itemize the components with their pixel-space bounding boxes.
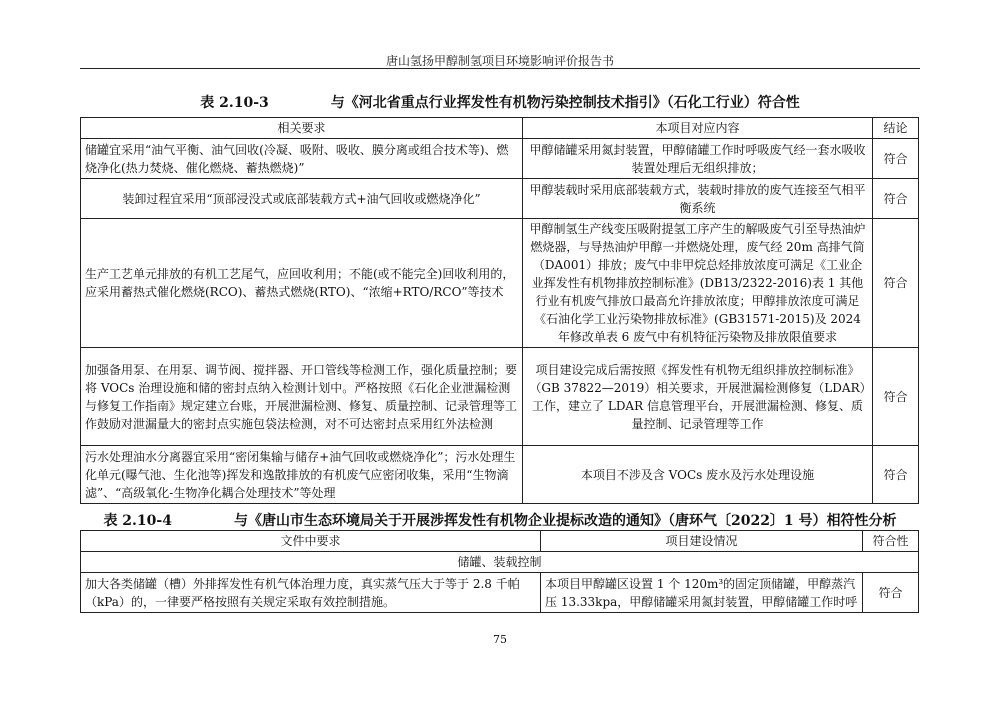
compliance-cell: 符合 [863,573,919,613]
table-row [81,348,919,446]
column-header-content: 本项目对应内容 [523,118,873,139]
requirement-cell: 储罐宜采用“油气平衡、油气回收(冷凝、吸附、吸收、膜分离或组合技术等)、燃烧净化(热力焚烧、催化燃烧、蓄热燃烧)” [81,139,523,179]
table2-caption [80,510,920,530]
compliance-table-2 [80,530,919,613]
content-cell: 项目建设完成后需按照《挥发性有机物无组织排放控制标准》（GB 37822—2019）相关要求，开展泄漏检测修复（LDAR）工作，建立了 LDAR 信息管理平台，开展泄漏检测、修复、质量控制、记录管理等工作 [523,348,873,446]
table1-number: 表 2.10-3 [200,95,269,111]
table-row [81,219,919,348]
section-row [81,552,919,573]
requirement-cell: 加强备用泵、在用泵、调节阀、搅拌器、开口管线等检测工作，强化质量控制；要将 VOCs 治理设施和储的密封点纳入检测计划中。严格按照《石化企业泄漏检测与修复工作指南》规定建立台账，开展泄漏检测、修复、质量控制、记录管理等工作鼓励对泄漏量大的密封点实施包袋法检测，对不可达密封点采用红外法检测 [81,348,523,446]
table2-title: 与《唐山市生态环境局关于开展涉挥发性有机物企业提标改造的通知》（唐环气〔2022〕1 号）相符性分析 [233,513,897,529]
table1-caption [80,92,920,112]
compliance-table-1 [80,117,919,504]
column-header-compliance: 符合性 [863,531,919,552]
table-row [81,573,919,613]
column-header-conclusion: 结论 [873,118,919,139]
table-header-row [81,531,919,552]
content-cell: 甲醇装载时采用底部装载方式，装载时排放的废气连接至气相平衡系统 [523,179,873,219]
conclusion-cell: 符合 [873,348,919,446]
table-row [81,139,919,179]
requirement-cell: 装卸过程宜采用“顶部浸没式或底部装载方式+油气回收或燃烧净化” [81,179,523,219]
status-cell: 本项目甲醇罐区设置 1 个 120m³的固定顶储罐，甲醇蒸汽压 13.33kpa，甲醇储罐采用氮封装置，甲醇储罐工作时呼 [541,573,863,613]
table1-title: 与《河北省重点行业挥发性有机物污染控制技术指引》（石化工行业）符合性 [330,95,800,111]
column-header-requirement: 文件中要求 [81,531,541,552]
column-header-requirement: 相关要求 [81,118,523,139]
conclusion-cell: 符合 [873,139,919,179]
page-number: 75 [493,633,507,646]
requirement-cell: 污水处理油水分离器宜采用“密闭集输与储存+油气回收或燃烧净化”；污水处理生化单元(曝气池、生化池等)挥发和逸散排放的有机废气应密闭收集，采用“生物滴滤”、“高级氧化-生物净化耦合处理技术”等处理 [81,446,523,504]
conclusion-cell: 符合 [873,219,919,348]
table2-number: 表 2.10-4 [103,513,172,529]
content-cell: 甲醇制氢生产线变压吸附提氢工序产生的解吸废气引至导热油炉燃烧器，与导热油炉甲醇一并燃烧处理，废气经 20m 高排气筒（DA001）排放；废气中非甲烷总烃排放浓度可满足《工业企业挥发性有机物排放控制标准》(DB13/2322-2016)表 1 其他行业有机废气排放口最高允许排放浓度；甲醇排放浓度可满足《石油化学工业污染物排放标准》(GB31571-2015)及 2024 年修改单表 6 废气中有机特征污染物及排放限值要求 [523,219,873,348]
requirement-cell: 生产工艺单元排放的有机工艺尾气，应回收利用；不能(或不能完全)回收利用的，应采用蓄热式催化燃烧(RCO)、蓄热式燃烧(RTO)、“浓缩+RTO/RCO”等技术 [81,219,523,348]
table-row [81,446,919,504]
table-header-row [81,118,919,139]
conclusion-cell: 符合 [873,446,919,504]
section-title: 储罐、装载控制 [81,552,919,573]
header-rule [80,68,920,69]
table-row [81,179,919,219]
content-cell: 本项目不涉及含 VOCs 废水及污水处理设施 [523,446,873,504]
column-header-status: 项目建设情况 [541,531,863,552]
requirement-cell: 加大各类储罐（槽）外排挥发性有机气体治理力度，真实蒸气压大于等于 2.8 千帕（kPa）的，一律要严格按照有关规定采取有效控制措施。 [81,573,541,613]
conclusion-cell: 符合 [873,179,919,219]
report-header-title: 唐山氢扬甲醇制氢项目环境影响评价报告书 [385,54,614,68]
content-cell: 甲醇储罐采用氮封装置，甲醇储罐工作时呼吸废气经一套水吸收装置处理后无组织排放； [523,139,873,179]
